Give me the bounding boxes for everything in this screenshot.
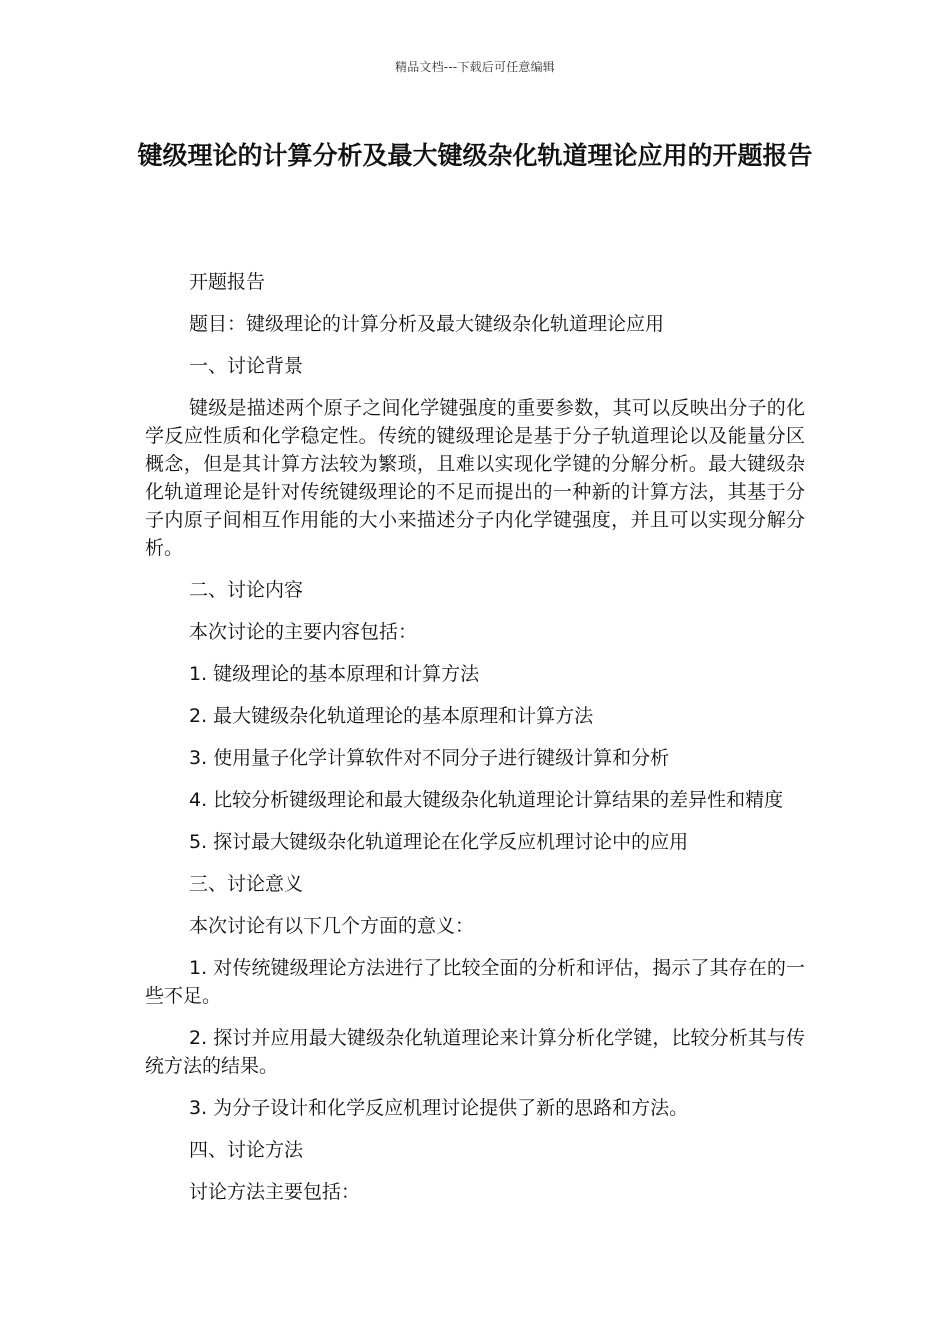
paragraph-significance-intro: 本次讨论有以下几个方面的意义： (189, 915, 475, 937)
list-item-content-4: 4. 比较分析键级理论和最大键级杂化轨道理论计算结果的差异性和精度 (189, 789, 784, 811)
list-item-content-1: 1. 键级理论的基本原理和计算方法 (189, 663, 480, 685)
list-item-content-5: 5. 探讨最大键级杂化轨道理论在化学反应机理讨论中的应用 (189, 831, 689, 853)
paragraph-topic: 题目：键级理论的计算分析及最大键级杂化轨道理论应用 (189, 313, 665, 335)
paragraph-methods-intro: 讨论方法主要包括： (189, 1181, 361, 1203)
section-heading-background: 一、讨论背景 (189, 355, 304, 377)
paragraph-content-intro: 本次讨论的主要内容包括： (189, 621, 418, 643)
list-item-significance-2: 2. 探讨并应用最大键级杂化轨道理论来计算分析化学键，比较分析其与传统方法的结果。 (145, 1027, 805, 1077)
section-heading-methods: 四、讨论方法 (189, 1139, 304, 1161)
list-item-significance-3: 3. 为分子设计和化学反应机理讨论提供了新的思路和方法。 (189, 1097, 689, 1119)
paragraph-background: 键级是描述两个原子之间化学键强度的重要参数，其可以反映出分子的化学反应性质和化学稳定性。传统的键级理论是基于分子轨道理论以及能量分区概念，但是其计算方法较为繁琐，且难以实现化学键的分解分析。最大键级杂化轨道理论是针对传统键级理论的不足而提出的一种新的计算方法，其基于分子内原子间相互作用能的大小来描述分子内化学键强度，并且可以实现分解分析。 (145, 397, 805, 559)
paragraph-report-label: 开题报告 (189, 271, 266, 293)
header-note: 精品文档---下载后可任意编辑 (395, 60, 555, 74)
list-item-significance-1: 1. 对传统键级理论方法进行了比较全面的分析和评估，揭示了其存在的一些不足。 (145, 957, 805, 1007)
section-heading-content: 二、讨论内容 (189, 579, 304, 601)
document-title: 键级理论的计算分析及最大键级杂化轨道理论应用的开题报告 (137, 141, 813, 170)
section-heading-significance: 三、讨论意义 (189, 873, 304, 895)
document-body (145, 268, 805, 1220)
list-item-content-3: 3. 使用量子化学计算软件对不同分子进行键级计算和分析 (189, 747, 670, 769)
list-item-content-2: 2. 最大键级杂化轨道理论的基本原理和计算方法 (189, 705, 594, 727)
